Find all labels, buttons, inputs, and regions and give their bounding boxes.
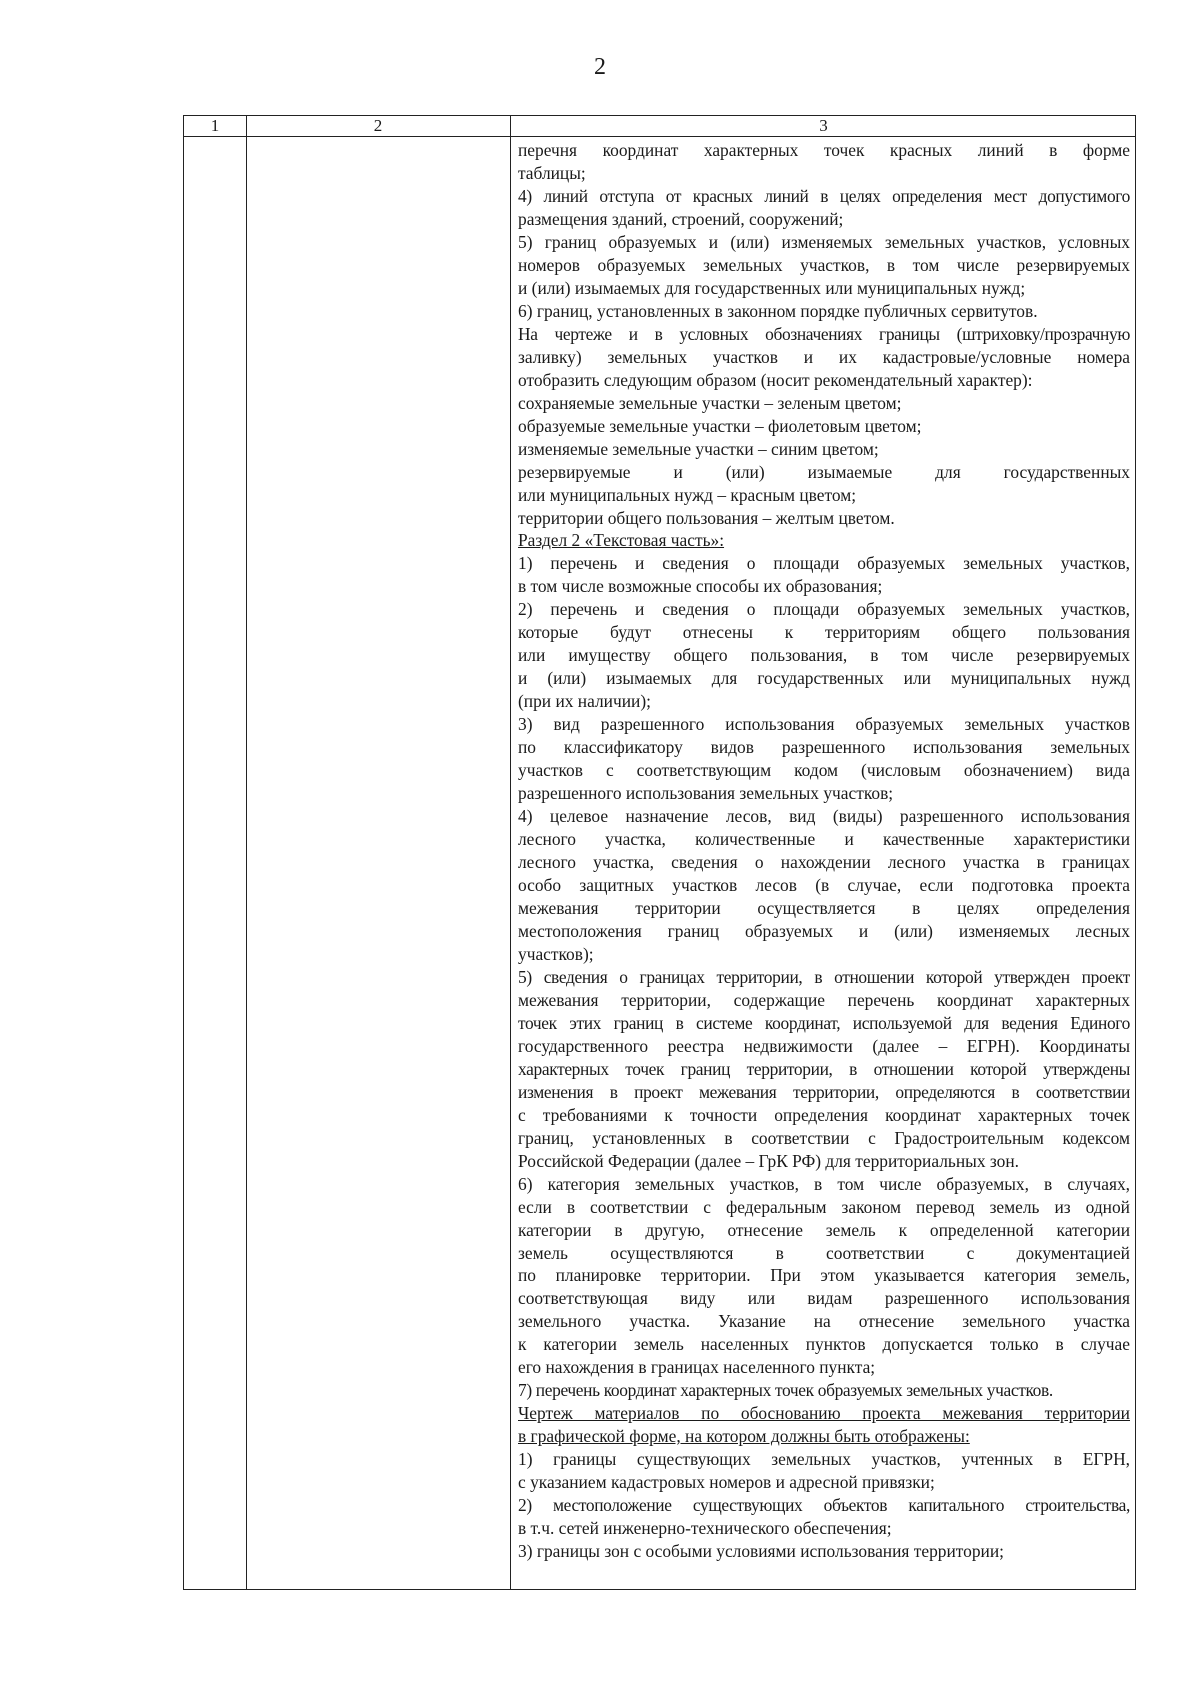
text-line: земельного участка. Указание на отнесение земельного участка: [518, 1311, 1130, 1332]
text-line: государственного реестра недвижимости (далее – ЕГРН). Координаты: [518, 1035, 1130, 1056]
text-line: размещения зданий, строений, сооружений;: [518, 208, 844, 229]
text-line: к категории земель населенных пунктов допускается только в случае: [518, 1334, 1130, 1355]
text-line: характерных точек границ территории, в отношении которой утверждены: [518, 1058, 1130, 1079]
text-line: особо защитных участков лесов (в случае, если подготовка проекта: [518, 875, 1130, 895]
text-line: если в соответствии с федеральным законом перевод земель из одной: [518, 1196, 1130, 1217]
text-line: по классификатору видов разрешенного использования земельных: [518, 737, 1130, 758]
text-line: Российской Федерации (далее – ГрК РФ) для территориальных зон.: [518, 1150, 1019, 1171]
text-line: 1) границы существующих земельных участков, учтенных в ЕГРН,: [518, 1449, 1130, 1470]
text-line: или муниципальных нужд – красным цветом;: [518, 484, 857, 505]
text-line: в том числе возможные способы их образования;: [518, 576, 883, 597]
text-line: разрешенного использования земельных участков;: [518, 783, 894, 804]
text-line: участков);: [518, 943, 594, 964]
text-line: земель осуществляются в соответствии с документацией: [518, 1242, 1130, 1263]
text-line: изменяемые земельные участки – синим цветом;: [518, 438, 879, 459]
text-line: Чертеж материалов по обоснованию проекта межевания территории: [518, 1403, 1130, 1424]
text-line: с требованиями к точности определения координат характерных точек: [518, 1104, 1130, 1125]
text-line: которые будут отнесены к территориям общего пользования: [518, 622, 1130, 643]
text-line: или имуществу общего пользования, в том числе резервируемых: [518, 645, 1130, 666]
text-line: образуемые земельные участки – фиолетовым цветом;: [518, 415, 922, 436]
column-header-2: 2: [373, 116, 383, 135]
text-line: лесного участка, количественные и качественные характеристики: [518, 829, 1130, 850]
text-line: по планировке территории. При этом указывается категория земель,: [518, 1265, 1130, 1286]
text-line: перечня координат характерных точек красных линий в форме: [518, 140, 1130, 160]
text-line: таблицы;: [518, 162, 586, 183]
text-line: в т.ч. сетей инженерно-технического обеспечения;: [518, 1518, 892, 1539]
text-line: 7) перечень координат характерных точек образуемых земельных участков.: [518, 1380, 1053, 1401]
text-line: и (или) изымаемых для государственных или муниципальных нужд: [518, 668, 1130, 689]
text-line: изменения в проект межевания территории, определяются в соответствии: [518, 1081, 1130, 1102]
text-line: 2) местоположение существующих объектов капитального строительства,: [518, 1495, 1130, 1516]
text-line: Раздел 2 «Текстовая часть»:: [518, 530, 725, 551]
text-line: территории общего пользования – желтым цветом.: [518, 507, 895, 528]
text-line: и (или) изымаемых для государственных или муниципальных нужд;: [518, 277, 1026, 298]
text-line: его нахождения в границах населенного пункта;: [518, 1357, 876, 1378]
text-line: местоположения границ образуемых и (или) изменяемых лесных: [518, 920, 1130, 941]
text-line: 5) сведения о границах территории, в отношении которой утвержден проект: [518, 966, 1130, 987]
column-header-1: 1: [210, 116, 220, 135]
text-line: 6) границ, установленных в законном порядке публичных сервитутов.: [518, 300, 1038, 321]
text-line: с указанием кадастровых номеров и адресной привязки;: [518, 1472, 935, 1493]
text-line: в графической форме, на котором должны быть отображены:: [518, 1426, 970, 1447]
text-line: 3) границы зон с особыми условиями использования территории;: [518, 1541, 1004, 1562]
text-line: (при их наличии);: [518, 691, 651, 712]
text-line: 3) вид разрешенного использования образуемых земельных участков: [518, 714, 1130, 735]
text-line: резервируемые и (или) изымаемые для государственных: [518, 461, 1130, 482]
text-line: участков с соответствующим кодом (числовым обозначением) вида: [518, 760, 1130, 781]
text-line: точек этих границ в системе координат, используемой для ведения Единого: [518, 1012, 1130, 1033]
text-line: заливку) земельных участков и их кадастровые/условные номера: [518, 346, 1130, 367]
text-line: На чертеже и в условных обозначениях границы (штриховку/прозрачную: [518, 323, 1130, 344]
document-table: [183, 115, 1136, 1590]
column-divider: [510, 116, 511, 1589]
column-header-3: 3: [819, 116, 828, 135]
column-3-cell: [518, 139, 1130, 1563]
text-line: категории в другую, отнесение земель к определенной категории: [518, 1219, 1130, 1240]
text-line: межевания территории осуществляется в целях определения: [518, 897, 1130, 918]
text-line: 4) линий отступа от красных линий в целях определения мест допустимого: [518, 185, 1130, 206]
text-line: номеров образуемых земельных участков, в том числе резервируемых: [518, 254, 1130, 275]
text-line: лесного участка, сведения о нахождении лесного участка в границах: [518, 852, 1130, 873]
page-number: 2: [594, 54, 606, 80]
text-line: 5) границ образуемых и (или) изменяемых земельных участков, условных: [518, 231, 1130, 252]
text-line: 4) целевое назначение лесов, вид (виды) разрешенного использования: [518, 806, 1130, 827]
text-line: отобразить следующим образом (носит рекомендательный характер):: [518, 369, 1033, 390]
text-line: соответствующая виду или видам разрешенного использования: [518, 1288, 1130, 1309]
text-line: 2) перечень и сведения о площади образуемых земельных участков,: [518, 599, 1130, 620]
header-divider: [184, 136, 1135, 137]
text-line: межевания территории, содержащие перечень координат характерных: [518, 989, 1130, 1010]
column-divider: [246, 116, 247, 1589]
text-line: 1) перечень и сведения о площади образуемых земельных участков,: [518, 553, 1130, 574]
text-line: сохраняемые земельные участки – зеленым цветом;: [518, 392, 902, 413]
text-line: 6) категория земельных участков, в том числе образуемых, в случаях,: [518, 1173, 1130, 1194]
text-line: границ, установленных в соответствии с Градостроительным кодексом: [518, 1127, 1130, 1148]
